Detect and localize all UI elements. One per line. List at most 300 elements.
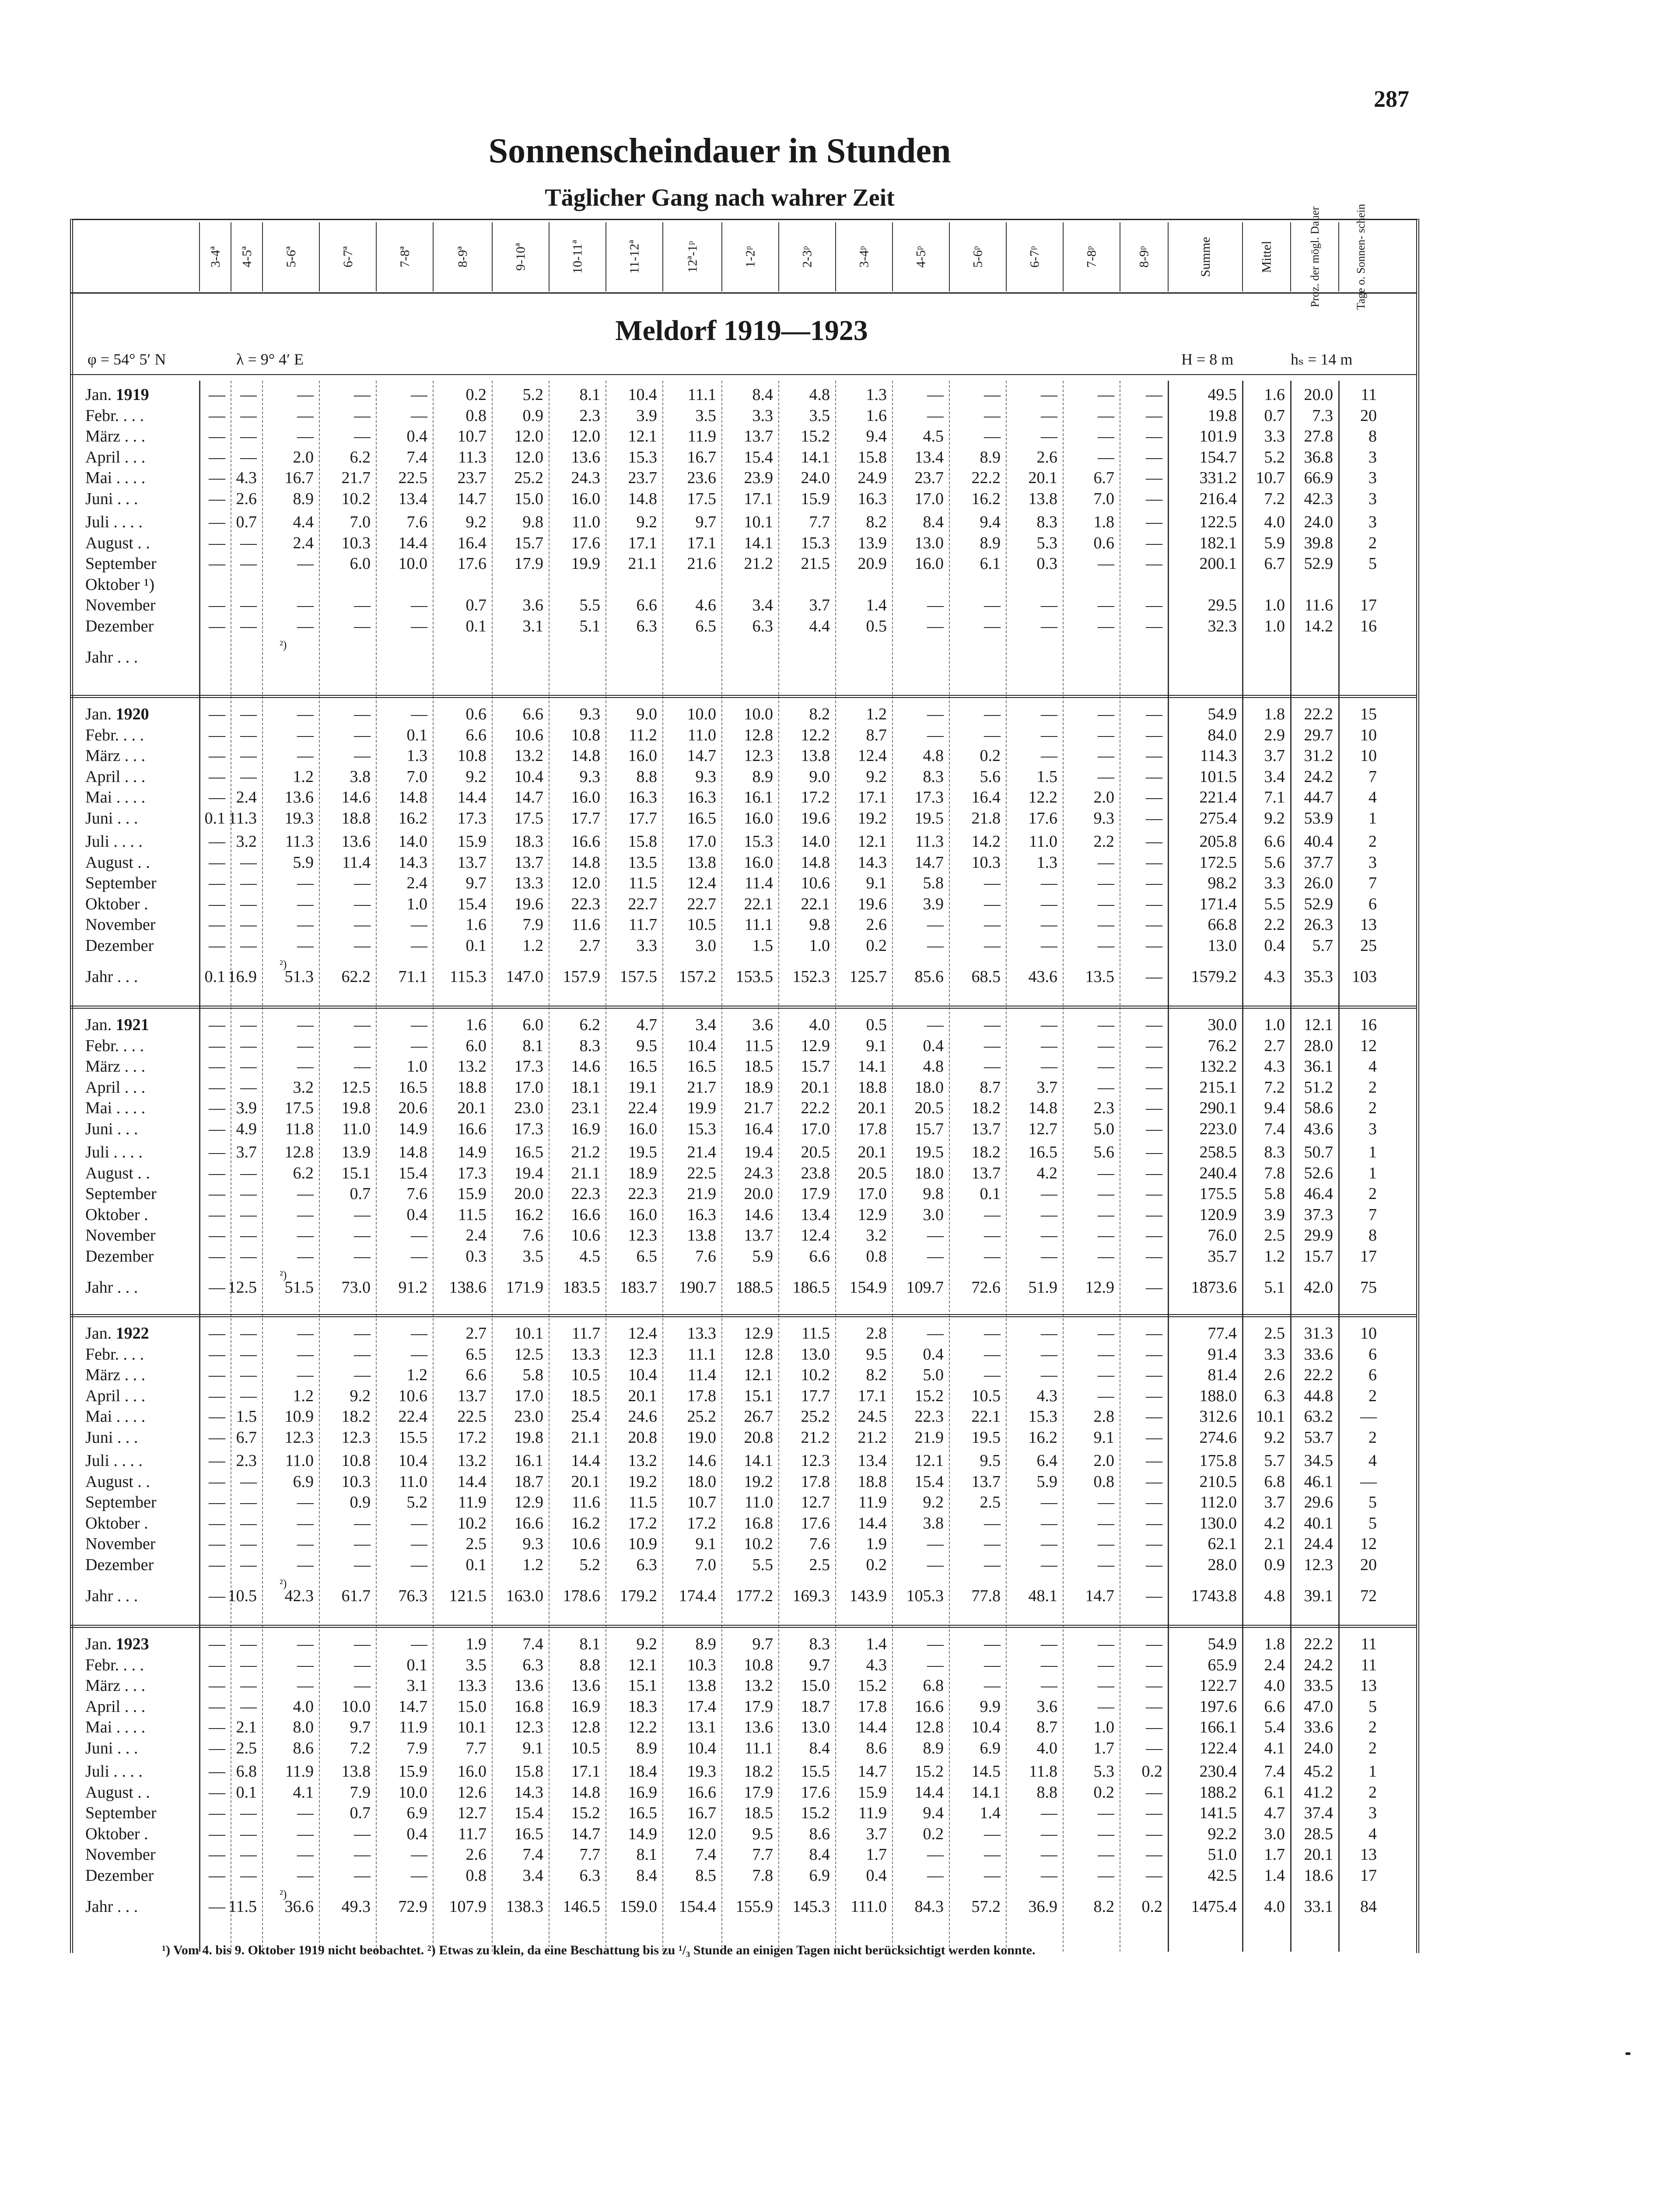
table-cell: — — [297, 1057, 314, 1076]
table-cell: 17.1 — [858, 1386, 887, 1405]
table-cell: 1.0 — [1264, 1016, 1285, 1034]
table-cell: 22.5 — [398, 469, 427, 487]
table-cell: 2.0 — [293, 448, 314, 466]
row-label — [85, 1345, 144, 1364]
table-cell: 6.7 — [236, 1428, 257, 1447]
table-cell: — — [354, 1655, 371, 1674]
row-label-text: März . . . — [85, 1676, 146, 1695]
table-row — [0, 853, 1680, 874]
table-cell: 2.3 — [579, 406, 600, 425]
table-cell: 1.9 — [466, 1635, 486, 1653]
table-cell: — — [984, 1514, 1001, 1532]
table-row — [0, 1184, 1680, 1205]
table-cell: 14.8 — [398, 1143, 427, 1161]
table-cell: — — [1146, 1057, 1162, 1076]
column-header — [721, 222, 779, 291]
table-cell: 114.3 — [1200, 747, 1237, 765]
table-cell: 6.1 — [1264, 1783, 1285, 1802]
table-cell: — — [209, 1514, 225, 1532]
table-cell: 3.2 — [236, 832, 257, 851]
table-cell: — — [411, 705, 427, 723]
row-label — [85, 427, 145, 446]
column-header — [199, 222, 231, 291]
table-cell: — — [1146, 596, 1162, 614]
table-cell: — — [297, 596, 314, 614]
table-cell: 8.4 — [636, 1866, 657, 1885]
table-cell: 43.6 — [1304, 1119, 1333, 1138]
table-cell: 17.2 — [628, 1514, 657, 1532]
table-cell: 44.8 — [1304, 1386, 1333, 1405]
table-cell: — — [1098, 1345, 1114, 1364]
table-cell: — — [1146, 832, 1162, 851]
table-cell: 8.9 — [980, 533, 1001, 552]
footnote-mark: ²) — [280, 638, 287, 651]
table-cell: 16.0 — [628, 1205, 657, 1224]
table-cell: — — [209, 767, 225, 786]
table-cell: — — [209, 788, 225, 806]
table-cell: — — [984, 874, 1001, 892]
table-cell: 77.4 — [1208, 1324, 1237, 1343]
table-cell: 72.6 — [971, 1278, 1001, 1297]
table-cell: 179.2 — [620, 1587, 657, 1605]
table-cell: — — [411, 1345, 427, 1364]
table-cell: — — [1146, 1655, 1162, 1674]
table-cell: 5.2 — [579, 1555, 600, 1574]
table-cell: 17.3 — [457, 1164, 486, 1182]
table-cell: 16.0 — [457, 1762, 486, 1781]
table-cell: — — [297, 406, 314, 425]
table-cell: — — [927, 1226, 944, 1245]
table-cell: 22.3 — [914, 1407, 944, 1426]
table-cell: 9.4 — [923, 1804, 944, 1822]
table-cell: 17.1 — [571, 1762, 600, 1781]
table-cell: — — [984, 1555, 1001, 1574]
table-cell: 9.0 — [809, 767, 830, 786]
table-cell: 13.0 — [914, 533, 944, 552]
table-cell: — — [209, 427, 225, 445]
table-row — [0, 427, 1680, 448]
table-cell: 10.4 — [514, 767, 543, 786]
table-cell: 17.8 — [858, 1119, 887, 1138]
table-cell: 1.7 — [1093, 1739, 1114, 1757]
table-cell: 105.3 — [906, 1587, 944, 1605]
table-cell: 16.7 — [284, 469, 314, 487]
table-cell: — — [240, 554, 257, 573]
table-cell: — — [240, 1078, 257, 1097]
table-cell: 12.8 — [284, 1143, 314, 1161]
table-cell: — — [1041, 874, 1057, 892]
table-cell: 6.3 — [752, 617, 773, 635]
table-cell: 13.6 — [571, 1676, 600, 1695]
table-cell: 157.5 — [620, 968, 657, 986]
table-cell: 26.0 — [1304, 874, 1333, 892]
table-cell: 17.8 — [687, 1386, 716, 1405]
table-cell: 17.6 — [801, 1514, 830, 1532]
table-cell: — — [1146, 1366, 1162, 1384]
table-cell: 2.7 — [579, 936, 600, 955]
table-cell: — — [209, 915, 225, 934]
row-label — [85, 1278, 138, 1297]
table-cell: 2 — [1368, 533, 1377, 552]
table-cell: — — [927, 1655, 944, 1674]
table-row — [0, 1803, 1680, 1824]
table-cell: 138.3 — [506, 1897, 543, 1916]
table-cell: 14.4 — [457, 788, 486, 806]
table-cell: 11.1 — [744, 915, 773, 934]
table-cell: 216.4 — [1199, 489, 1237, 508]
table-cell: 13 — [1360, 915, 1377, 934]
column-header-label: Proz. der mögl. Dauer — [1309, 206, 1322, 308]
table-cell: 22.2 — [1304, 1366, 1333, 1384]
table-cell: — — [1146, 1407, 1162, 1426]
table-cell: 11.9 — [858, 1493, 887, 1511]
table-cell: 13.8 — [687, 1676, 716, 1695]
table-cell: 16.5 — [1028, 1143, 1057, 1161]
table-cell: 15.3 — [687, 1119, 716, 1138]
table-cell: — — [411, 1555, 427, 1574]
table-cell: 17.2 — [457, 1428, 486, 1447]
table-cell: — — [240, 1386, 257, 1405]
table-cell: 14.1 — [801, 448, 830, 466]
table-cell: 14.7 — [687, 747, 716, 765]
table-cell: 2 — [1368, 1185, 1377, 1203]
table-cell: 11.7 — [458, 1824, 486, 1843]
table-cell: 10.9 — [284, 1407, 314, 1426]
table-cell: 30.0 — [1208, 1016, 1237, 1034]
table-cell: 312.6 — [1199, 1407, 1237, 1426]
table-cell: — — [240, 1555, 257, 1574]
table-cell: 11.3 — [228, 809, 257, 828]
table-cell: — — [984, 427, 1001, 445]
table-cell: 16.6 — [914, 1697, 944, 1716]
table-cell: 2.7 — [1264, 1036, 1285, 1055]
column-header — [1120, 222, 1169, 291]
table-cell: 15 — [1360, 705, 1377, 723]
table-cell: 6.8 — [923, 1676, 944, 1695]
table-cell: 16.7 — [687, 448, 716, 466]
table-cell: — — [1146, 1783, 1162, 1802]
row-label — [85, 1762, 143, 1781]
table-cell: — — [297, 617, 314, 635]
row-label-text: Oktober . — [85, 1514, 148, 1532]
table-cell: 62.2 — [341, 968, 371, 986]
table-cell: — — [1146, 1697, 1162, 1716]
table-cell: — — [927, 406, 944, 425]
table-cell: 15.8 — [628, 832, 657, 851]
table-cell: 6 — [1368, 1366, 1377, 1384]
table-cell: — — [354, 1635, 371, 1653]
table-cell: — — [927, 1866, 944, 1885]
table-cell: 1.0 — [406, 1057, 427, 1076]
table-cell: 3.7 — [1264, 1493, 1285, 1511]
table-cell: — — [1098, 1205, 1114, 1224]
table-cell: 1.0 — [1264, 617, 1285, 635]
table-cell: 13.8 — [341, 1762, 371, 1781]
table-cell: — — [209, 1866, 225, 1885]
table-cell: 12.0 — [571, 427, 600, 445]
table-cell: 14.9 — [398, 1119, 427, 1138]
table-cell: 0.4 — [923, 1036, 944, 1055]
table-cell: 15.3 — [628, 448, 657, 466]
table-cell: — — [354, 406, 371, 425]
table-cell: 9.8 — [522, 513, 543, 531]
table-cell: 23.7 — [628, 469, 657, 487]
table-cell: — — [1146, 1324, 1162, 1343]
table-cell: 1.6 — [466, 1016, 486, 1034]
table-cell: 36.6 — [284, 1897, 314, 1916]
table-cell: 1.7 — [1264, 1845, 1285, 1864]
table-cell: 15.8 — [514, 1762, 543, 1781]
table-cell: — — [240, 894, 257, 913]
table-cell: — — [297, 1205, 314, 1224]
table-cell: 34.5 — [1304, 1452, 1333, 1470]
table-cell: — — [1146, 1845, 1162, 1864]
table-cell: 20.0 — [1304, 386, 1333, 404]
table-cell: 9.3 — [1093, 809, 1114, 828]
table-cell: 12.9 — [744, 1324, 773, 1343]
table-cell: 10 — [1360, 726, 1377, 744]
table-cell: 1.8 — [1264, 1635, 1285, 1653]
table-cell: 71.1 — [398, 968, 427, 986]
table-cell: — — [297, 874, 314, 892]
row-label-text: August . . — [85, 1472, 150, 1491]
table-cell: — — [1041, 936, 1057, 955]
table-cell: 7.4 — [1264, 1119, 1285, 1138]
table-cell: — — [240, 386, 257, 404]
table-cell: 15.5 — [398, 1428, 427, 1447]
table-cell: 5.2 — [406, 1493, 427, 1511]
table-cell: 1.8 — [1264, 705, 1285, 723]
table-cell: 16.1 — [744, 788, 773, 806]
row-label-text: November — [85, 1845, 156, 1864]
table-cell: 77.8 — [971, 1587, 1001, 1605]
table-cell: 17.3 — [914, 788, 944, 806]
table-cell: 4.3 — [1036, 1386, 1057, 1405]
table-cell: 76.3 — [398, 1587, 427, 1605]
table-cell: 10.6 — [571, 1535, 600, 1553]
table-cell: 6.8 — [1264, 1472, 1285, 1491]
table-cell: 3.5 — [695, 406, 716, 425]
table-cell: — — [1098, 617, 1114, 635]
table-cell: 12.7 — [1028, 1119, 1057, 1138]
table-cell: — — [354, 705, 371, 723]
table-cell: 12.9 — [1085, 1278, 1114, 1297]
row-label-text: September — [85, 1185, 157, 1203]
table-cell: 0.2 — [1141, 1762, 1162, 1781]
table-cell: 14.3 — [514, 1783, 543, 1802]
table-cell: 8.9 — [980, 448, 1001, 466]
table-cell: — — [297, 1635, 314, 1653]
table-cell: — — [1041, 915, 1057, 934]
column-header — [1168, 222, 1243, 291]
table-cell: — — [297, 1324, 314, 1343]
table-cell: 21.7 — [341, 469, 371, 487]
table-row — [0, 873, 1680, 894]
table-cell: — — [411, 1324, 427, 1343]
table-cell: 15.2 — [858, 1676, 887, 1695]
table-cell: — — [1098, 1366, 1114, 1384]
table-cell: — — [1098, 1514, 1114, 1532]
table-cell: 18.3 — [628, 1697, 657, 1716]
row-label-text: März . . . — [85, 427, 146, 445]
row-label-text: Juni . . . — [85, 1739, 138, 1757]
table-cell: 13.8 — [687, 853, 716, 872]
table-cell: 0.4 — [406, 1205, 427, 1224]
table-cell: 2.4 — [406, 874, 427, 892]
table-cell: — — [1146, 1278, 1162, 1297]
table-cell: 3.7 — [809, 596, 830, 614]
table-cell: 17.5 — [687, 489, 716, 508]
table-cell: 14.8 — [1028, 1099, 1057, 1117]
column-header-label: Mittel — [1260, 241, 1274, 273]
table-cell: 8.3 — [923, 767, 944, 786]
table-cell: 166.1 — [1199, 1718, 1237, 1736]
table-cell: — — [1146, 554, 1162, 573]
table-cell: 11.0 — [285, 1452, 314, 1470]
table-row — [0, 1407, 1680, 1428]
table-row — [0, 1345, 1680, 1366]
table-cell: 14.4 — [398, 533, 427, 552]
table-cell: — — [984, 1676, 1001, 1695]
table-cell: 5.8 — [923, 874, 944, 892]
table-cell: 3.3 — [1264, 427, 1285, 445]
table-cell: 17.0 — [858, 1185, 887, 1203]
table-cell: 66.8 — [1208, 915, 1237, 934]
table-cell: 2.0 — [1093, 788, 1114, 806]
table-cell: 13.6 — [341, 832, 371, 851]
table-cell: 4.1 — [293, 1783, 314, 1802]
table-cell: — — [209, 1324, 225, 1343]
table-cell: 9.1 — [866, 1036, 887, 1055]
table-cell: 14.7 — [1085, 1587, 1114, 1605]
table-cell: 9.2 — [1264, 809, 1285, 828]
table-row — [0, 1386, 1680, 1407]
table-cell: — — [1098, 1697, 1114, 1716]
table-cell: 51.3 — [284, 968, 314, 986]
table-cell: 19.9 — [571, 554, 600, 573]
table-cell: 61.7 — [341, 1587, 371, 1605]
table-cell: — — [1041, 1824, 1057, 1843]
table-cell: — — [1146, 406, 1162, 425]
table-cell: 4.0 — [293, 1697, 314, 1716]
table-cell: 29.7 — [1304, 726, 1333, 744]
table-cell: 10.7 — [1256, 469, 1285, 487]
year-total-row — [0, 648, 1680, 669]
table-cell: 11 — [1361, 1655, 1377, 1674]
table-cell: 3.4 — [522, 1866, 543, 1885]
table-cell: 23.8 — [801, 1164, 830, 1182]
table-cell: 4.0 — [1264, 513, 1285, 531]
table-cell: 16.9 — [228, 968, 257, 986]
table-cell: — — [209, 1143, 225, 1161]
table-cell: 17 — [1360, 1247, 1377, 1266]
table-cell: 3.3 — [1264, 874, 1285, 892]
table-cell: — — [984, 1366, 1001, 1384]
table-cell: 188.2 — [1199, 1783, 1237, 1802]
table-cell: 0.8 — [466, 406, 486, 425]
table-cell: — — [984, 1324, 1001, 1343]
table-cell: — — [240, 1676, 257, 1695]
row-label — [85, 1119, 138, 1139]
table-cell: 115.3 — [449, 968, 486, 986]
table-cell: 8.5 — [695, 1866, 716, 1885]
year-label: 1919 — [112, 386, 149, 404]
table-cell: 22.3 — [571, 1185, 600, 1203]
table-cell: — — [1098, 386, 1114, 404]
table-cell: 18.4 — [628, 1762, 657, 1781]
table-cell: 19.5 — [971, 1428, 1001, 1447]
table-cell: 20 — [1360, 406, 1377, 425]
table-cell: 2.6 — [1036, 448, 1057, 466]
table-cell: — — [209, 1676, 225, 1695]
table-cell: 0.1 — [466, 936, 486, 955]
table-cell: 8.4 — [809, 1739, 830, 1757]
table-cell: 23.7 — [914, 469, 944, 487]
table-cell: — — [1146, 1205, 1162, 1224]
table-row — [0, 617, 1680, 638]
table-cell: 3.2 — [293, 1078, 314, 1097]
table-cell: — — [240, 1016, 257, 1034]
table-cell: 19.4 — [744, 1143, 773, 1161]
column-header-label: 3-4ª — [208, 246, 223, 268]
table-cell: 6 — [1368, 894, 1377, 913]
page-title: Sonnenscheindauer in Stunden — [488, 132, 951, 170]
table-cell: 4.0 — [1264, 1897, 1285, 1916]
table-cell: — — [240, 596, 257, 614]
row-label-text: Dezember — [85, 617, 154, 635]
table-cell: 24.3 — [571, 469, 600, 487]
year-separator — [70, 695, 1417, 698]
table-cell: 6.9 — [406, 1804, 427, 1822]
table-cell: 15.4 — [514, 1804, 543, 1822]
table-cell: 3.6 — [1036, 1697, 1057, 1716]
table-cell: 7.8 — [752, 1866, 773, 1885]
table-cell: 13.4 — [801, 1205, 830, 1224]
table-cell: 2.5 — [466, 1535, 486, 1553]
table-cell: 9.4 — [980, 513, 1001, 531]
table-cell: 13 — [1360, 1676, 1377, 1695]
table-cell: — — [297, 1804, 314, 1822]
table-cell: 2.0 — [1093, 1452, 1114, 1470]
table-cell: — — [297, 427, 314, 445]
table-cell: 11.4 — [687, 1366, 716, 1384]
row-label — [85, 1897, 138, 1916]
table-cell: 19.3 — [284, 809, 314, 828]
table-cell: — — [240, 427, 257, 445]
table-cell: 18.0 — [914, 1078, 944, 1097]
table-cell: — — [297, 1655, 314, 1674]
table-cell: 8.7 — [1036, 1718, 1057, 1736]
table-cell: 8.9 — [752, 767, 773, 786]
column-header — [1338, 203, 1383, 310]
table-cell: — — [1146, 617, 1162, 635]
table-cell: 10.1 — [744, 513, 773, 531]
table-row — [0, 1164, 1680, 1185]
table-cell: 182.1 — [1199, 533, 1237, 552]
table-cell: — — [209, 1016, 225, 1034]
table-cell: — — [1041, 747, 1057, 765]
table-cell: 7.9 — [350, 1783, 371, 1802]
table-cell: 2.5 — [1264, 1226, 1285, 1245]
row-label-text: Juni . . . — [85, 489, 138, 508]
table-cell: — — [1146, 1824, 1162, 1843]
table-cell: 16.6 — [571, 1205, 600, 1224]
footnote: ¹) Vom 4. bis 9. Oktober 1919 nicht beobachtet. ²) Etwas zu klein, da eine Beschattung bis zu ¹/₃ Stunde an einigen Tagen nicht berücksichtigt werden konnte. — [162, 1943, 1036, 1957]
table-cell: 8.8 — [579, 1655, 600, 1674]
table-cell: 2.6 — [866, 915, 887, 934]
table-cell: 5.7 — [1264, 1452, 1285, 1470]
table-cell: 12.2 — [1028, 788, 1057, 806]
